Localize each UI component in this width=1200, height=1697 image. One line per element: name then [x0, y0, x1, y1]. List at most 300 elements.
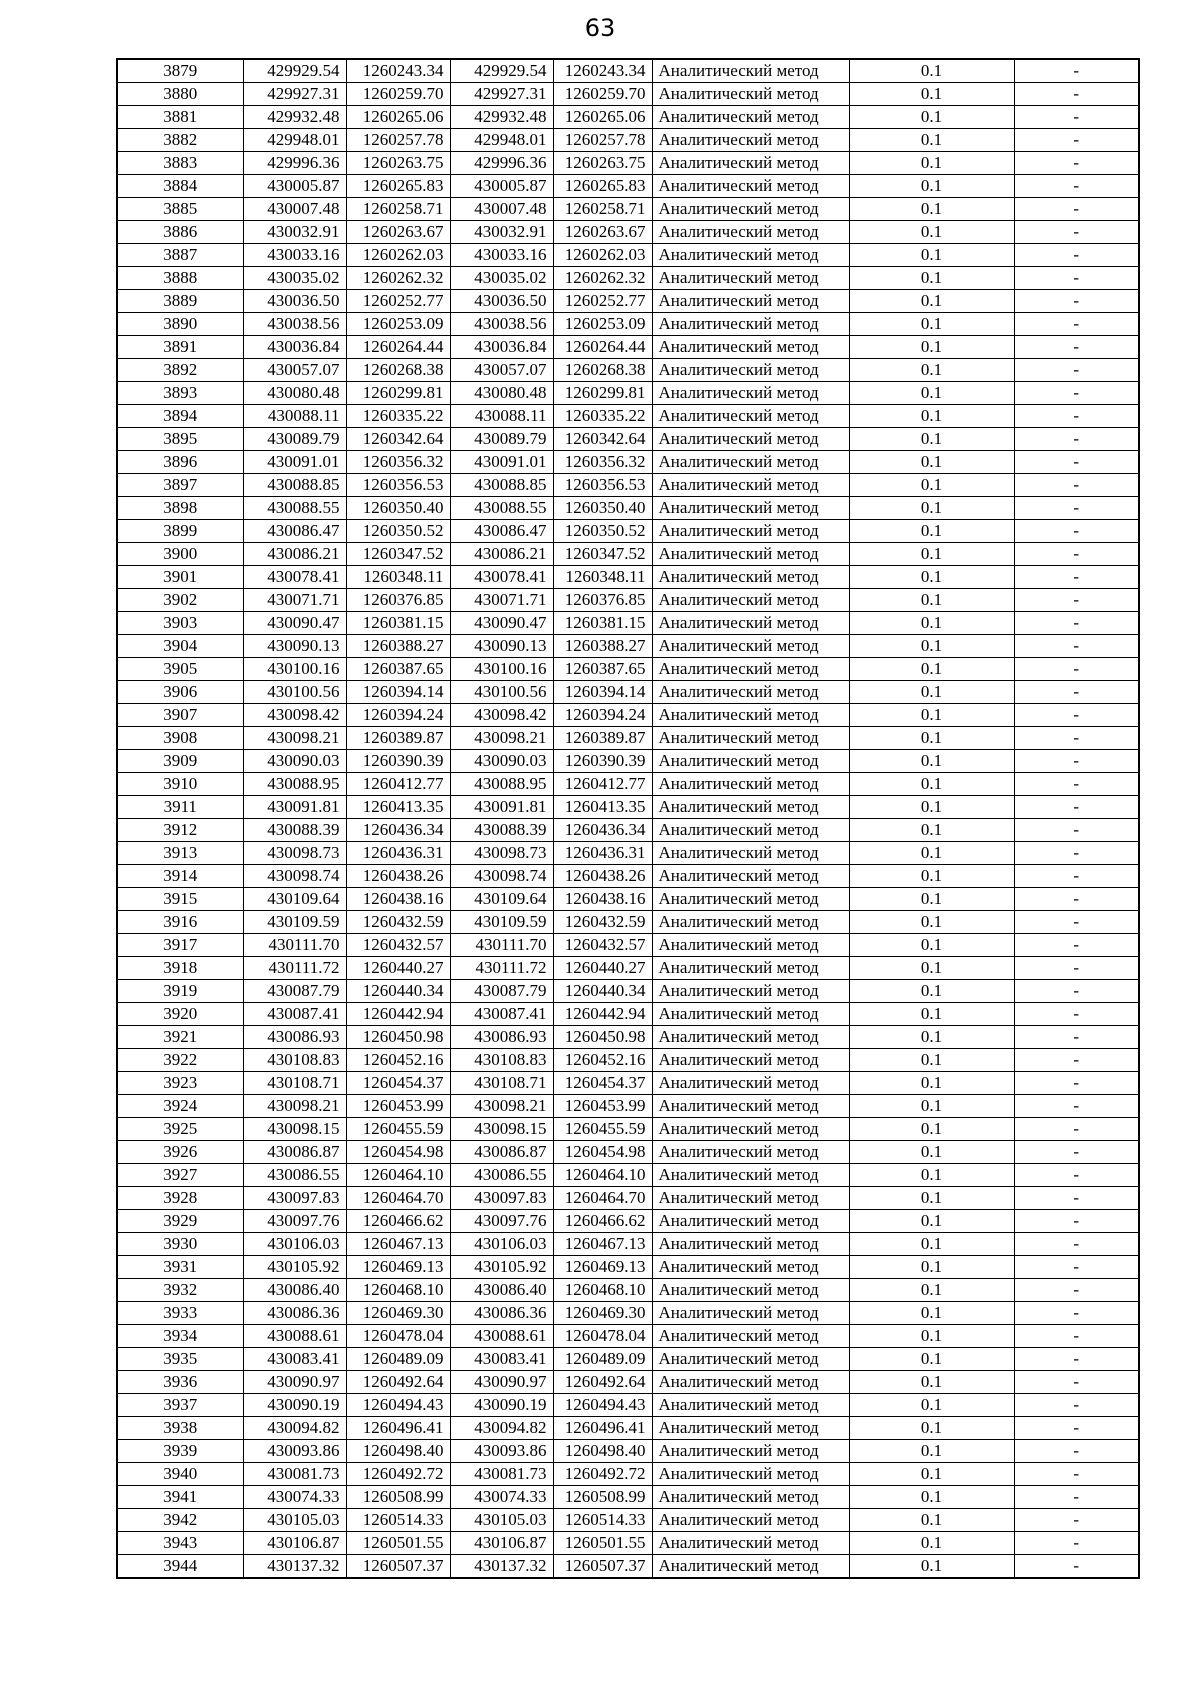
cell-y-old: 1260508.99	[346, 1486, 450, 1509]
cell-x-new: 430100.56	[450, 681, 553, 704]
cell-y-old: 1260507.37	[346, 1555, 450, 1579]
cell-note: -	[1014, 1440, 1139, 1463]
cell-note: -	[1014, 198, 1139, 221]
cell-y-new: 1260258.71	[553, 198, 652, 221]
cell-note: -	[1014, 359, 1139, 382]
cell-x-old: 429996.36	[243, 152, 346, 175]
cell-note: -	[1014, 129, 1139, 152]
cell-point-number: 3916	[117, 911, 243, 934]
cell-accuracy: 0.1	[849, 543, 1014, 566]
table-row	[117, 520, 1139, 543]
cell-x-new: 429929.54	[450, 59, 553, 83]
cell-point-number: 3929	[117, 1210, 243, 1233]
cell-y-old: 1260265.06	[346, 106, 450, 129]
cell-x-old: 430108.83	[243, 1049, 346, 1072]
table-row	[117, 796, 1139, 819]
cell-y-old: 1260464.70	[346, 1187, 450, 1210]
cell-method: Аналитический метод	[652, 819, 849, 842]
cell-note: -	[1014, 221, 1139, 244]
cell-x-new: 430109.64	[450, 888, 553, 911]
cell-accuracy: 0.1	[849, 957, 1014, 980]
table-row	[117, 451, 1139, 474]
cell-note: -	[1014, 520, 1139, 543]
cell-x-old: 430087.79	[243, 980, 346, 1003]
cell-x-old: 430007.48	[243, 198, 346, 221]
cell-note: -	[1014, 106, 1139, 129]
cell-x-new: 430090.47	[450, 612, 553, 635]
table-row	[117, 1440, 1139, 1463]
cell-x-old: 430086.40	[243, 1279, 346, 1302]
cell-accuracy: 0.1	[849, 59, 1014, 83]
cell-point-number: 3908	[117, 727, 243, 750]
cell-y-new: 1260348.11	[553, 566, 652, 589]
cell-accuracy: 0.1	[849, 566, 1014, 589]
table-row	[117, 635, 1139, 658]
cell-point-number: 3915	[117, 888, 243, 911]
cell-x-new: 430108.83	[450, 1049, 553, 1072]
cell-method: Аналитический метод	[652, 129, 849, 152]
table-row	[117, 1072, 1139, 1095]
cell-accuracy: 0.1	[849, 106, 1014, 129]
cell-method: Аналитический метод	[652, 1371, 849, 1394]
cell-method: Аналитический метод	[652, 1049, 849, 1072]
cell-accuracy: 0.1	[849, 612, 1014, 635]
cell-x-new: 430071.71	[450, 589, 553, 612]
table-row	[117, 1509, 1139, 1532]
cell-method: Аналитический метод	[652, 428, 849, 451]
cell-x-new: 430097.76	[450, 1210, 553, 1233]
cell-y-new: 1260432.57	[553, 934, 652, 957]
cell-point-number: 3897	[117, 474, 243, 497]
cell-x-new: 430090.03	[450, 750, 553, 773]
cell-y-old: 1260356.32	[346, 451, 450, 474]
cell-y-old: 1260263.75	[346, 152, 450, 175]
cell-accuracy: 0.1	[849, 1141, 1014, 1164]
cell-x-old: 430086.93	[243, 1026, 346, 1049]
cell-point-number: 3927	[117, 1164, 243, 1187]
cell-point-number: 3928	[117, 1187, 243, 1210]
cell-point-number: 3885	[117, 198, 243, 221]
cell-x-old: 430078.41	[243, 566, 346, 589]
cell-x-new: 430036.84	[450, 336, 553, 359]
table-row	[117, 382, 1139, 405]
cell-y-new: 1260356.53	[553, 474, 652, 497]
cell-point-number: 3904	[117, 635, 243, 658]
cell-point-number: 3905	[117, 658, 243, 681]
cell-y-old: 1260438.16	[346, 888, 450, 911]
cell-method: Аналитический метод	[652, 635, 849, 658]
table-row	[117, 313, 1139, 336]
cell-point-number: 3909	[117, 750, 243, 773]
cell-point-number: 3920	[117, 1003, 243, 1026]
cell-y-old: 1260268.38	[346, 359, 450, 382]
cell-y-new: 1260394.24	[553, 704, 652, 727]
cell-point-number: 3934	[117, 1325, 243, 1348]
cell-method: Аналитический метод	[652, 543, 849, 566]
cell-x-old: 430088.95	[243, 773, 346, 796]
cell-y-new: 1260263.67	[553, 221, 652, 244]
cell-y-old: 1260467.13	[346, 1233, 450, 1256]
cell-y-new: 1260253.09	[553, 313, 652, 336]
cell-note: -	[1014, 1486, 1139, 1509]
cell-point-number: 3900	[117, 543, 243, 566]
cell-x-old: 430137.32	[243, 1555, 346, 1579]
cell-y-new: 1260347.52	[553, 543, 652, 566]
cell-point-number: 3918	[117, 957, 243, 980]
cell-x-old: 430032.91	[243, 221, 346, 244]
cell-point-number: 3913	[117, 842, 243, 865]
cell-point-number: 3911	[117, 796, 243, 819]
cell-accuracy: 0.1	[849, 1118, 1014, 1141]
cell-y-new: 1260468.10	[553, 1279, 652, 1302]
cell-method: Аналитический метод	[652, 612, 849, 635]
cell-method: Аналитический метод	[652, 1463, 849, 1486]
cell-x-new: 430080.48	[450, 382, 553, 405]
cell-note: -	[1014, 1394, 1139, 1417]
cell-note: -	[1014, 888, 1139, 911]
cell-note: -	[1014, 566, 1139, 589]
cell-point-number: 3936	[117, 1371, 243, 1394]
cell-point-number: 3944	[117, 1555, 243, 1579]
cell-y-old: 1260498.40	[346, 1440, 450, 1463]
cell-y-new: 1260467.13	[553, 1233, 652, 1256]
cell-method: Аналитический метод	[652, 681, 849, 704]
cell-y-old: 1260394.14	[346, 681, 450, 704]
cell-point-number: 3903	[117, 612, 243, 635]
cell-method: Аналитический метод	[652, 1164, 849, 1187]
table-row	[117, 1233, 1139, 1256]
table-row	[117, 1210, 1139, 1233]
cell-accuracy: 0.1	[849, 474, 1014, 497]
table-row	[117, 888, 1139, 911]
table-row	[117, 842, 1139, 865]
cell-x-new: 430093.86	[450, 1440, 553, 1463]
cell-x-old: 430097.76	[243, 1210, 346, 1233]
cell-x-old: 430098.42	[243, 704, 346, 727]
cell-y-new: 1260440.27	[553, 957, 652, 980]
table-row	[117, 819, 1139, 842]
table-row	[117, 359, 1139, 382]
cell-point-number: 3907	[117, 704, 243, 727]
cell-y-new: 1260498.40	[553, 1440, 652, 1463]
table-row	[117, 1486, 1139, 1509]
cell-note: -	[1014, 819, 1139, 842]
cell-y-old: 1260432.57	[346, 934, 450, 957]
cell-method: Аналитический метод	[652, 1532, 849, 1555]
cell-note: -	[1014, 405, 1139, 428]
cell-note: -	[1014, 1210, 1139, 1233]
cell-point-number: 3881	[117, 106, 243, 129]
cell-y-new: 1260469.30	[553, 1302, 652, 1325]
cell-point-number: 3925	[117, 1118, 243, 1141]
cell-point-number: 3941	[117, 1486, 243, 1509]
cell-accuracy: 0.1	[849, 152, 1014, 175]
cell-accuracy: 0.1	[849, 1440, 1014, 1463]
cell-y-new: 1260501.55	[553, 1532, 652, 1555]
cell-x-old: 430074.33	[243, 1486, 346, 1509]
cell-y-new: 1260376.85	[553, 589, 652, 612]
cell-accuracy: 0.1	[849, 1348, 1014, 1371]
cell-method: Аналитический метод	[652, 175, 849, 198]
cell-method: Аналитический метод	[652, 1417, 849, 1440]
cell-x-old: 430080.48	[243, 382, 346, 405]
cell-x-new: 430090.13	[450, 635, 553, 658]
cell-note: -	[1014, 1417, 1139, 1440]
cell-x-new: 430106.03	[450, 1233, 553, 1256]
cell-x-new: 430088.85	[450, 474, 553, 497]
cell-point-number: 3892	[117, 359, 243, 382]
cell-method: Аналитический метод	[652, 405, 849, 428]
cell-x-new: 430098.73	[450, 842, 553, 865]
cell-accuracy: 0.1	[849, 796, 1014, 819]
cell-point-number: 3880	[117, 83, 243, 106]
cell-x-new: 430086.21	[450, 543, 553, 566]
table-row	[117, 681, 1139, 704]
cell-method: Аналитический метод	[652, 520, 849, 543]
coordinates-table-body	[117, 59, 1139, 1578]
cell-x-new: 430098.74	[450, 865, 553, 888]
cell-accuracy: 0.1	[849, 934, 1014, 957]
table-row	[117, 727, 1139, 750]
cell-y-old: 1260264.44	[346, 336, 450, 359]
cell-accuracy: 0.1	[849, 750, 1014, 773]
cell-x-new: 430086.93	[450, 1026, 553, 1049]
cell-accuracy: 0.1	[849, 221, 1014, 244]
cell-note: -	[1014, 1233, 1139, 1256]
cell-x-new: 429927.31	[450, 83, 553, 106]
cell-method: Аналитический метод	[652, 198, 849, 221]
cell-x-old: 430098.21	[243, 727, 346, 750]
cell-accuracy: 0.1	[849, 451, 1014, 474]
cell-x-new: 430057.07	[450, 359, 553, 382]
cell-x-new: 430097.83	[450, 1187, 553, 1210]
cell-accuracy: 0.1	[849, 1072, 1014, 1095]
cell-note: -	[1014, 911, 1139, 934]
table-row	[117, 1026, 1139, 1049]
cell-x-old: 430090.47	[243, 612, 346, 635]
cell-y-new: 1260381.15	[553, 612, 652, 635]
cell-x-new: 430035.02	[450, 267, 553, 290]
cell-point-number: 3932	[117, 1279, 243, 1302]
cell-x-new: 430098.21	[450, 1095, 553, 1118]
table-row	[117, 221, 1139, 244]
cell-y-old: 1260440.27	[346, 957, 450, 980]
cell-accuracy: 0.1	[849, 980, 1014, 1003]
cell-method: Аналитический метод	[652, 221, 849, 244]
cell-note: -	[1014, 1141, 1139, 1164]
table-row	[117, 474, 1139, 497]
cell-x-new: 430090.97	[450, 1371, 553, 1394]
table-row	[117, 589, 1139, 612]
cell-x-new: 430089.79	[450, 428, 553, 451]
cell-y-old: 1260413.35	[346, 796, 450, 819]
cell-note: -	[1014, 428, 1139, 451]
table-row	[117, 957, 1139, 980]
cell-method: Аналитический метод	[652, 589, 849, 612]
cell-method: Аналитический метод	[652, 1118, 849, 1141]
cell-point-number: 3883	[117, 152, 243, 175]
table-row	[117, 59, 1139, 83]
cell-accuracy: 0.1	[849, 1233, 1014, 1256]
cell-x-old: 430090.19	[243, 1394, 346, 1417]
cell-method: Аналитический метод	[652, 658, 849, 681]
cell-y-new: 1260265.06	[553, 106, 652, 129]
cell-x-old: 430100.56	[243, 681, 346, 704]
table-row	[117, 198, 1139, 221]
cell-x-old: 429929.54	[243, 59, 346, 83]
cell-y-new: 1260514.33	[553, 1509, 652, 1532]
cell-y-new: 1260263.75	[553, 152, 652, 175]
cell-y-new: 1260257.78	[553, 129, 652, 152]
cell-y-new: 1260262.03	[553, 244, 652, 267]
cell-note: -	[1014, 1348, 1139, 1371]
cell-y-new: 1260412.77	[553, 773, 652, 796]
cell-x-new: 430105.03	[450, 1509, 553, 1532]
cell-x-old: 430086.36	[243, 1302, 346, 1325]
cell-method: Аналитический метод	[652, 1072, 849, 1095]
cell-x-old: 430090.97	[243, 1371, 346, 1394]
cell-y-old: 1260259.70	[346, 83, 450, 106]
cell-y-old: 1260492.64	[346, 1371, 450, 1394]
cell-y-old: 1260381.15	[346, 612, 450, 635]
cell-accuracy: 0.1	[849, 1049, 1014, 1072]
cell-x-old: 429927.31	[243, 83, 346, 106]
cell-method: Аналитический метод	[652, 1233, 849, 1256]
cell-note: -	[1014, 1003, 1139, 1026]
cell-x-new: 430098.21	[450, 727, 553, 750]
cell-y-old: 1260389.87	[346, 727, 450, 750]
cell-accuracy: 0.1	[849, 1279, 1014, 1302]
cell-note: -	[1014, 175, 1139, 198]
cell-x-new: 430086.40	[450, 1279, 553, 1302]
cell-method: Аналитический метод	[652, 704, 849, 727]
cell-accuracy: 0.1	[849, 520, 1014, 543]
cell-method: Аналитический метод	[652, 451, 849, 474]
cell-point-number: 3922	[117, 1049, 243, 1072]
cell-y-old: 1260388.27	[346, 635, 450, 658]
cell-y-old: 1260342.64	[346, 428, 450, 451]
cell-x-old: 430038.56	[243, 313, 346, 336]
table-row	[117, 244, 1139, 267]
cell-accuracy: 0.1	[849, 1003, 1014, 1026]
cell-y-old: 1260494.43	[346, 1394, 450, 1417]
cell-method: Аналитический метод	[652, 865, 849, 888]
cell-method: Аналитический метод	[652, 1256, 849, 1279]
cell-y-old: 1260299.81	[346, 382, 450, 405]
cell-note: -	[1014, 1302, 1139, 1325]
table-row	[117, 934, 1139, 957]
cell-note: -	[1014, 152, 1139, 175]
cell-y-old: 1260492.72	[346, 1463, 450, 1486]
cell-point-number: 3917	[117, 934, 243, 957]
cell-note: -	[1014, 313, 1139, 336]
cell-note: -	[1014, 1463, 1139, 1486]
cell-note: -	[1014, 957, 1139, 980]
cell-y-old: 1260390.39	[346, 750, 450, 773]
cell-method: Аналитический метод	[652, 1003, 849, 1026]
cell-note: -	[1014, 1325, 1139, 1348]
cell-x-new: 430081.73	[450, 1463, 553, 1486]
cell-x-new: 430088.39	[450, 819, 553, 842]
cell-y-new: 1260259.70	[553, 83, 652, 106]
cell-x-new: 429948.01	[450, 129, 553, 152]
cell-note: -	[1014, 1026, 1139, 1049]
cell-accuracy: 0.1	[849, 727, 1014, 750]
cell-point-number: 3906	[117, 681, 243, 704]
table-row	[117, 1187, 1139, 1210]
cell-method: Аналитический метод	[652, 1141, 849, 1164]
cell-x-new: 430007.48	[450, 198, 553, 221]
cell-x-old: 430090.03	[243, 750, 346, 773]
cell-accuracy: 0.1	[849, 865, 1014, 888]
cell-accuracy: 0.1	[849, 1555, 1014, 1579]
cell-x-new: 430106.87	[450, 1532, 553, 1555]
cell-x-new: 430083.41	[450, 1348, 553, 1371]
table-row	[117, 129, 1139, 152]
cell-method: Аналитический метод	[652, 1279, 849, 1302]
cell-note: -	[1014, 267, 1139, 290]
table-row	[117, 1348, 1139, 1371]
cell-y-new: 1260496.41	[553, 1417, 652, 1440]
cell-method: Аналитический метод	[652, 106, 849, 129]
cell-method: Аналитический метод	[652, 888, 849, 911]
cell-y-old: 1260350.40	[346, 497, 450, 520]
cell-accuracy: 0.1	[849, 336, 1014, 359]
cell-accuracy: 0.1	[849, 1256, 1014, 1279]
cell-method: Аналитический метод	[652, 382, 849, 405]
cell-x-old: 430088.61	[243, 1325, 346, 1348]
cell-x-old: 430081.73	[243, 1463, 346, 1486]
cell-x-new: 430086.87	[450, 1141, 553, 1164]
cell-x-new: 430087.41	[450, 1003, 553, 1026]
cell-note: -	[1014, 1279, 1139, 1302]
cell-method: Аналитический метод	[652, 1187, 849, 1210]
cell-accuracy: 0.1	[849, 658, 1014, 681]
cell-point-number: 3914	[117, 865, 243, 888]
cell-accuracy: 0.1	[849, 1486, 1014, 1509]
cell-point-number: 3901	[117, 566, 243, 589]
cell-note: -	[1014, 382, 1139, 405]
cell-accuracy: 0.1	[849, 1509, 1014, 1532]
cell-x-new: 430086.47	[450, 520, 553, 543]
cell-method: Аналитический метод	[652, 980, 849, 1003]
cell-x-new: 430088.61	[450, 1325, 553, 1348]
cell-x-new: 430086.55	[450, 1164, 553, 1187]
cell-point-number: 3935	[117, 1348, 243, 1371]
cell-y-old: 1260376.85	[346, 589, 450, 612]
cell-method: Аналитический метод	[652, 1486, 849, 1509]
cell-x-old: 430086.21	[243, 543, 346, 566]
cell-x-old: 430036.84	[243, 336, 346, 359]
cell-x-old: 430105.03	[243, 1509, 346, 1532]
cell-accuracy: 0.1	[849, 704, 1014, 727]
cell-x-new: 430108.71	[450, 1072, 553, 1095]
cell-x-old: 430109.59	[243, 911, 346, 934]
table-row	[117, 1164, 1139, 1187]
cell-note: -	[1014, 1256, 1139, 1279]
cell-x-new: 430091.01	[450, 451, 553, 474]
table-row	[117, 428, 1139, 451]
cell-x-old: 430093.86	[243, 1440, 346, 1463]
cell-method: Аналитический метод	[652, 1555, 849, 1579]
cell-x-new: 430090.19	[450, 1394, 553, 1417]
cell-x-new: 430105.92	[450, 1256, 553, 1279]
cell-method: Аналитический метод	[652, 957, 849, 980]
cell-accuracy: 0.1	[849, 382, 1014, 405]
cell-method: Аналитический метод	[652, 83, 849, 106]
cell-y-new: 1260454.37	[553, 1072, 652, 1095]
table-row	[117, 1532, 1139, 1555]
